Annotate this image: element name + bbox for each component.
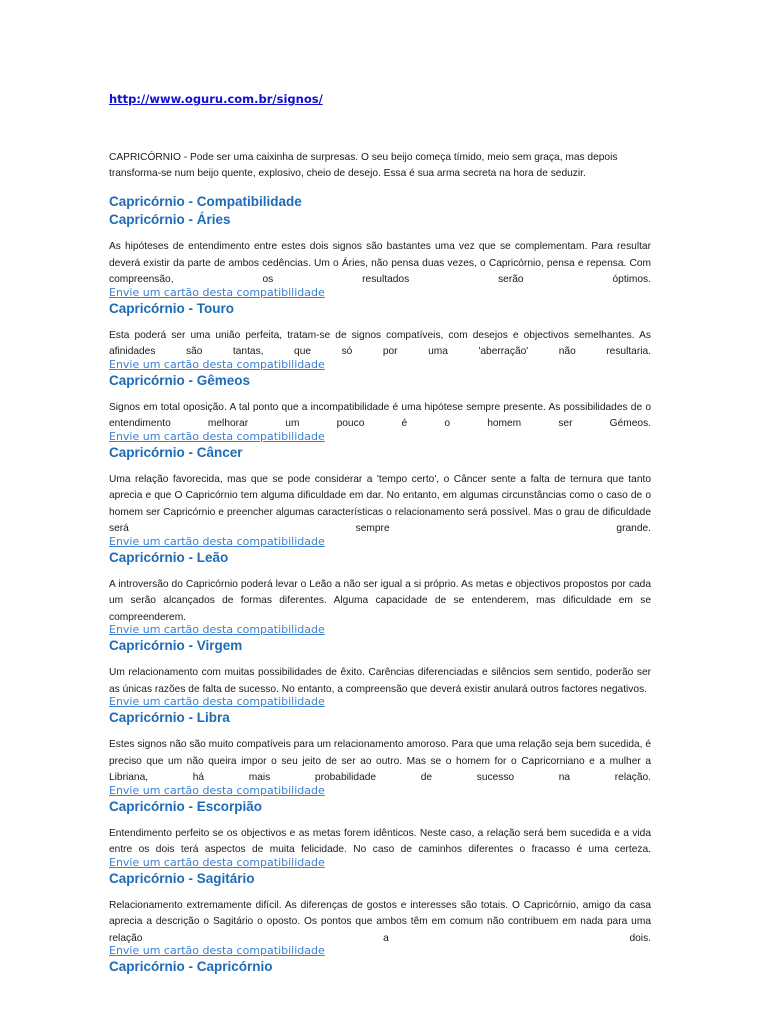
send-card-link[interactable]: Envie um cartão desta compatibilidade <box>109 429 325 443</box>
section-text: Estes signos não são muito compatíveis para um relacionamento amoroso. Para que uma relação seja bem sucedida, é preciso que um não queira impor o seu jeito de ser ao outro. Mas se o homem for o Capricorniano e a mulher a Libriana, há mais probabilidade de sucesso na relação. <box>109 739 651 783</box>
section-title: Capricórnio - Libra <box>109 710 230 725</box>
section-text: Entendimento perfeito se os objectivos e as metas forem idênticos. Neste caso, a relação será bem sucedida e a vida entre os dois terá aspectos de muita felicidade. No caso de caminhos diferentes o fracasso é uma certeza. <box>109 827 651 855</box>
section-title: Capricórnio - Áries <box>109 212 231 227</box>
compatibility-section <box>109 870 651 959</box>
section-title-capricornio: Capricórnio - Capricórnio <box>109 959 273 974</box>
compatibility-section <box>109 637 651 709</box>
send-card-link[interactable]: Envie um cartão desta compatibilidade <box>109 695 325 708</box>
section-title: Capricórnio - Touro <box>109 300 234 316</box>
send-card-link[interactable]: Envie um cartão desta compatibilidade <box>109 534 325 548</box>
section-text: A introversão do Capricórnio poderá levar o Leão a não ser igual a si próprio. As metas e objectivos propostos por cada um serão alcançados de formas diferentes. Alguma capacidade de se entenderem, mas dificuldade em se compreenderem. <box>109 578 651 623</box>
compatibility-section <box>109 372 651 444</box>
document-page <box>109 90 651 976</box>
send-card-link[interactable]: Envie um cartão desta compatibilidade <box>109 623 325 636</box>
section-text: Relacionamento extremamente difícil. As diferenças de gostos e interesses são totais. O Capricórnio, amigo da casa aprecia a descrição o Sagitário o oposto. Os pontos que ambos têm em comum não contribuem em nada para uma relação a dois. <box>109 899 651 944</box>
compatibility-section <box>109 211 651 300</box>
section-title: Capricórnio - Virgem <box>109 638 243 653</box>
section-text: Um relacionamento com muitas possibilidades de êxito. Carências diferenciadas e silêncios sem sentido, poderão ser as únicas razões de falta de sucesso. No entanto, a compreensão que deverá existir anulará outros factores negativos. <box>109 667 651 695</box>
compatibility-section <box>109 798 651 870</box>
section-text: Signos em total oposição. A tal ponto que a incompatibilidade é uma hipótese sempre presente. As possibilidades de o entendimento melhorar um pouco é o homem ser Gémeos. <box>109 401 651 429</box>
section-title: Capricórnio - Câncer <box>109 444 243 460</box>
compatibility-section <box>109 549 651 638</box>
section-title: Capricórnio - Gêmeos <box>109 372 251 388</box>
send-card-link[interactable]: Envie um cartão desta compatibilidade <box>109 855 325 869</box>
section-text: As hipóteses de entendimento entre estes dois signos são bastantes uma vez que se complementam. Para resultar deverá existir da parte de ambos cedências. Um o Áries, não pensa duas vezes, o Capricórnio, pensa e repensa. Com compreensão, os resultados serão óptimos. <box>109 241 651 285</box>
section-text: Esta poderá ser uma união perfeita, tratam-se de signos compatíveis, com desejos e objectivos semelhantes. As afinidades são tantas, que só por uma 'aberração' não resultaria. <box>109 329 651 357</box>
send-card-link[interactable]: Envie um cartão desta compatibilidade <box>109 944 325 957</box>
compatibility-section <box>109 300 651 372</box>
section-text: Uma relação favorecida, mas que se pode considerar a 'tempo certo', o Câncer sente a falta de ternura que tanto aprecia e que O Capricórnio tem alguma dificuldade em dar. No entanto, em algumas circunstâncias como o caso de o homem ser Capricórnio e preencher algumas características o relacionamento será possível. Mas o grau de dificuldade será sempre grande. <box>109 473 651 534</box>
section-title: Capricórnio - Sagitário <box>109 870 255 886</box>
section-title: Capricórnio - Leão <box>109 549 229 565</box>
section-title: Capricórnio - Escorpião <box>109 798 263 814</box>
source-url-link[interactable]: http://www.oguru.com.br/signos/ <box>109 92 323 106</box>
intro-paragraph: CAPRICÓRNIO - Pode ser uma caixinha de surpresas. O seu beijo começa tímido, meio sem graça, mas depois transforma-se num beijo quente, explosivo, cheio de desejo. Essa é sua arma secreta na hora de seduzir. <box>109 152 618 179</box>
compatibility-section <box>109 444 651 549</box>
send-card-link[interactable]: Envie um cartão desta compatibilidade <box>109 783 325 797</box>
compatibility-heading: Capricórnio - Compatibilidade <box>109 194 302 209</box>
compatibility-section <box>109 709 651 798</box>
send-card-link[interactable]: Envie um cartão desta compatibilidade <box>109 285 325 299</box>
sections-list <box>109 211 651 958</box>
send-card-link[interactable]: Envie um cartão desta compatibilidade <box>109 357 325 371</box>
